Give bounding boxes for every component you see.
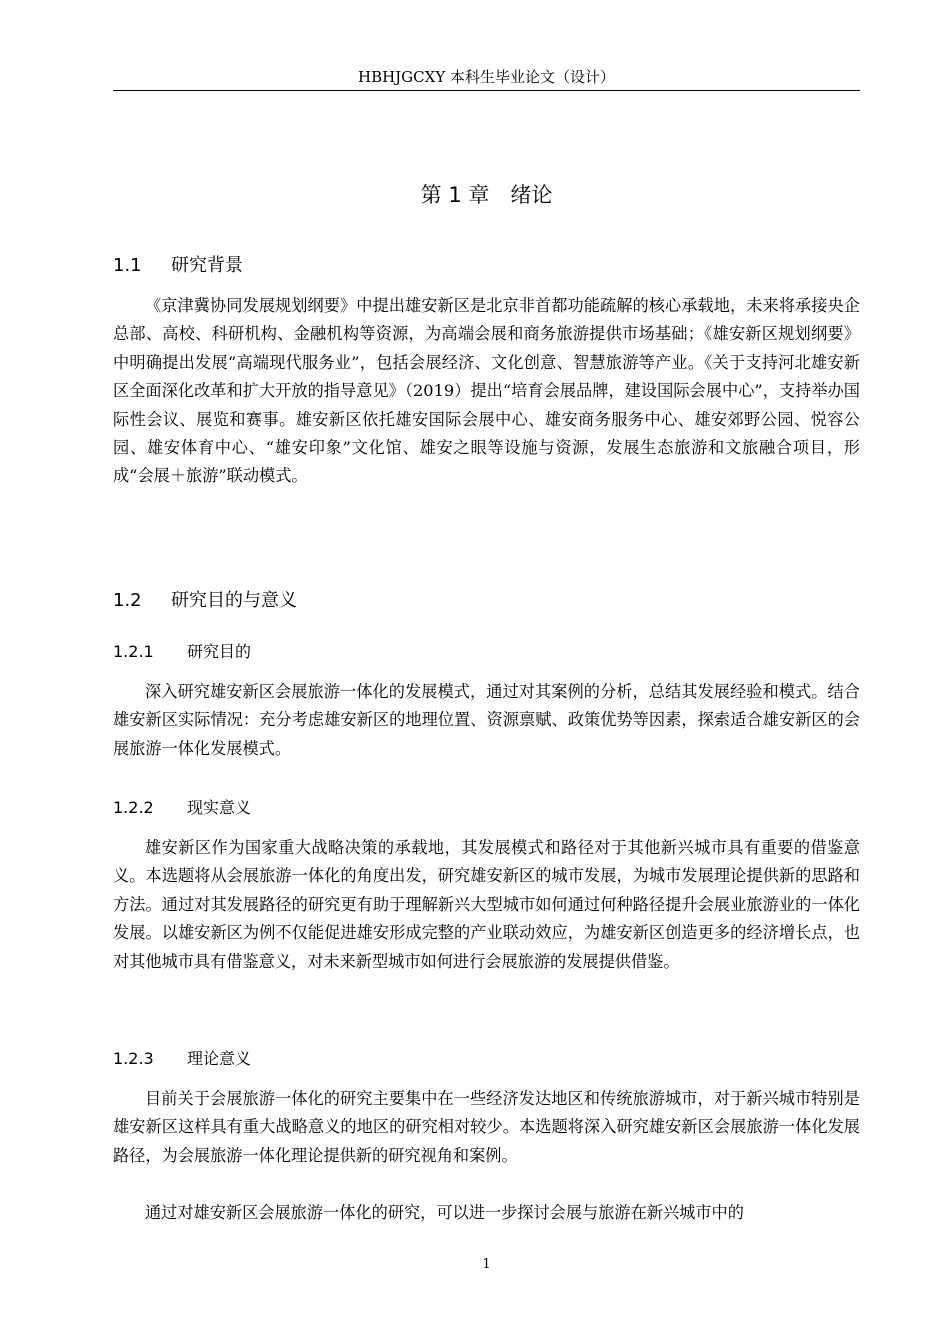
subsection-number: 1.2.1 <box>113 642 154 661</box>
page-number: 1 <box>482 1257 491 1272</box>
page-header: HBHJGCXY 本科生毕业论文（设计） <box>357 68 615 86</box>
header-rule <box>113 90 860 91</box>
subsection-title: 现实意义 <box>187 798 252 817</box>
section-number: 1.1 <box>113 255 142 276</box>
subsection-heading-1-2-2 <box>113 795 251 821</box>
paragraph-theoretical-continued: 通过对雄安新区会展旅游一体化的研究，可以进一步探讨会展与旅游在新兴城市中的 <box>145 1203 744 1222</box>
subsection-title: 理论意义 <box>187 1049 252 1068</box>
section-heading-1-2 <box>113 587 297 615</box>
section-title: 研究目的与意义 <box>171 590 297 611</box>
section-number: 1.2 <box>113 590 142 611</box>
paragraph-practical-significance: 雄安新区作为国家重大战略决策的承载地，其发展模式和路径对于其他新兴城市具有重要的借鉴意义。本选题将从会展旅游一体化的角度出发，研究雄安新区的城市发展，为城市发展理论提供新的思路和方法。通过对其发展路径的研究更有助于理解新兴大型城市如何通过何种路径提升会展业旅游业的一体化发展。以雄安新区为例不仅能促进雄安形成完整的产业联动效应，为雄安新区创造更多的经济增长点，也对其他城市具有借鉴意义，对未来新型城市如何进行会展旅游的发展提供借鉴。 <box>113 838 860 971</box>
subsection-number: 1.2.3 <box>113 1049 154 1068</box>
subsection-heading-1-2-1 <box>113 639 251 665</box>
paragraph-research-purpose: 深入研究雄安新区会展旅游一体化的发展模式，通过对其案例的分析，总结其发展经验和模式。结合雄安新区实际情况：充分考虑雄安新区的地理位置、资源禀赋、政策优势等因素，探索适合雄安新区的会展旅游一体化发展模式。 <box>113 682 860 758</box>
paragraph-research-background: 《京津冀协同发展规划纲要》中提出雄安新区是北京非首都功能疏解的核心承载地，未来将承接央企总部、高校、科研机构、金融机构等资源，为高端会展和商务旅游提供市场基础；《雄安新区规划纲要》中明确提出发展“高端现代服务业”，包括会展经济、文化创意、智慧旅游等产业。《关于支持河北雄安新区全面深化改革和扩大开放的指导意见》（2019）提出“培育会展品牌，建设国际会展中心”，支持举办国际性会议、展览和赛事。雄安新区依托雄安国际会展中心、雄安商务服务中心、雄安郊野公园、悦容公园、雄安体育中心、“雄安印象”文化馆、雄安之眼等设施与资源，发展生态旅游和文旅融合项目，形成“会展＋旅游”联动模式。 <box>113 296 860 486</box>
subsection-heading-1-2-3 <box>113 1046 251 1072</box>
section-heading-1-1 <box>113 252 243 280</box>
paragraph-theoretical-significance: 目前关于会展旅游一体化的研究主要集中在一些经济发达地区和传统旅游城市，对于新兴城市特别是雄安新区这样具有重大战略意义的地区的研究相对较少。本选题将深入研究雄安新区会展旅游一体化发展路径，为会展旅游一体化理论提供新的研究视角和案例。 <box>113 1089 860 1165</box>
section-title: 研究背景 <box>171 255 243 276</box>
subsection-title: 研究目的 <box>187 642 252 661</box>
subsection-number: 1.2.2 <box>113 798 154 817</box>
chapter-title: 第 1 章 绪论 <box>420 183 553 207</box>
